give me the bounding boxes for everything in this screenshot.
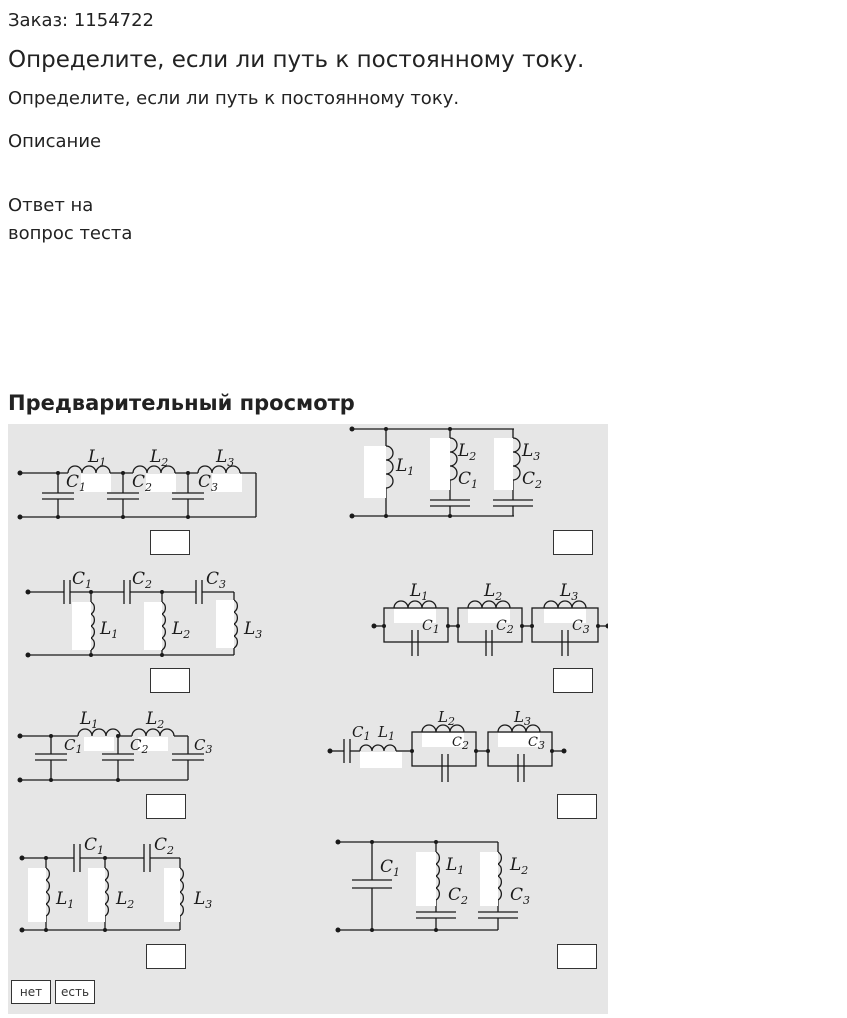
- option-yes-button[interactable]: есть: [55, 980, 95, 1004]
- option-no-button[interactable]: нет: [11, 980, 51, 1004]
- svg-text:L2: $L_2$: [116, 889, 135, 911]
- label-L1: L: [88, 447, 100, 467]
- svg-text:L1: $L_1$: [396, 456, 415, 478]
- svg-text:L1: $L_1$: [378, 723, 395, 743]
- svg-text:C1: $C_1$: [352, 723, 371, 743]
- svg-text:C2: $C_2$: [130, 736, 149, 756]
- svg-text:C2: $C_2$: [452, 735, 469, 752]
- answer-box-4[interactable]: [553, 668, 593, 693]
- svg-text:C1: $C_1$: [66, 472, 87, 494]
- svg-text:L2: $L_2$: [150, 447, 169, 469]
- svg-text:L2: $L_2$: [484, 581, 503, 603]
- svg-text:C3: $C_3$: [528, 735, 545, 752]
- svg-text:L2: $L_2$: [172, 619, 191, 641]
- svg-text:L2: $L_2$: [458, 441, 477, 463]
- svg-text:L1: $L_1$: [100, 619, 119, 641]
- svg-text:C3: $C_3$: [510, 885, 531, 907]
- answer-box-3[interactable]: [150, 668, 190, 693]
- preview-panel: [8, 424, 608, 1014]
- circuit-4: [372, 581, 609, 656]
- svg-text:C2: $C_2$: [132, 569, 153, 591]
- svg-text:C1: $C_1$: [72, 569, 93, 591]
- svg-text:L1: $L_1$: [88, 447, 107, 469]
- answer-box-5[interactable]: [146, 794, 186, 819]
- question-text: Определите, если ли путь к постоянному току.: [8, 88, 460, 109]
- svg-text:L2: $L_2$: [438, 708, 455, 728]
- svg-text:L1: $L_1$: [410, 581, 429, 603]
- svg-text:L1: $L_1$: [56, 889, 75, 911]
- circuits-figure: [8, 424, 608, 1014]
- description-heading: Описание: [8, 131, 102, 152]
- order-label: Заказ:: [8, 10, 69, 31]
- svg-text:C1: $C_1$: [458, 469, 479, 491]
- circuit-5: [18, 709, 213, 783]
- svg-text:C2: $C_2$: [154, 835, 175, 857]
- answer-heading-line1: Ответ на: [8, 195, 94, 216]
- svg-text:L3: $L_3$: [216, 447, 235, 469]
- svg-text:L3: $L_3$: [522, 441, 541, 463]
- svg-text:L3: $L_3$: [560, 581, 579, 603]
- answer-heading-line2: вопрос теста: [8, 223, 133, 244]
- svg-text:C2: $C_2$: [448, 885, 469, 907]
- order-number: 1154722: [73, 10, 155, 31]
- answer-box-2[interactable]: [553, 530, 593, 555]
- svg-text:L3: $L_3$: [514, 708, 531, 728]
- svg-text:C1: $C_1$: [64, 736, 83, 756]
- answer-box-8[interactable]: [557, 944, 597, 969]
- circuit-7: [20, 835, 213, 933]
- page-title: Определите, если ли путь к постоянному току.: [8, 47, 585, 73]
- svg-text:L3: $L_3$: [194, 889, 213, 911]
- circuit-8: [336, 840, 531, 933]
- svg-text:C3: $C_3$: [572, 618, 590, 636]
- svg-text:C3: $C_3$: [198, 472, 219, 494]
- order-line: [8, 10, 154, 31]
- svg-text:C3: $C_3$: [194, 736, 213, 756]
- answer-box-1[interactable]: [150, 530, 190, 555]
- circuit-6: [328, 708, 567, 782]
- svg-text:C1: $C_1$: [84, 835, 105, 857]
- svg-text:L3: $L_3$: [244, 619, 263, 641]
- answer-box-7[interactable]: [146, 944, 186, 969]
- svg-text:C1: $C_1$: [422, 618, 440, 636]
- svg-text:L2: $L_2$: [146, 709, 165, 731]
- svg-text:C1: $C_1$: [380, 857, 401, 879]
- svg-text:C2: $C_2$: [522, 469, 543, 491]
- answer-box-6[interactable]: [557, 794, 597, 819]
- circuit-3: [26, 569, 263, 658]
- answer-heading: [8, 192, 132, 248]
- preview-heading: Предварительный просмотр: [8, 391, 355, 415]
- circuit-1: [18, 447, 257, 520]
- svg-text:C3: $C_3$: [206, 569, 227, 591]
- svg-text:L2: $L_2$: [510, 855, 529, 877]
- svg-text:L1: $L_1$: [80, 709, 99, 731]
- svg-text:L1: $L_1$: [446, 855, 465, 877]
- svg-text:C2: $C_2$: [132, 472, 153, 494]
- circuit-2: [350, 427, 543, 519]
- svg-text:C2: $C_2$: [496, 618, 514, 636]
